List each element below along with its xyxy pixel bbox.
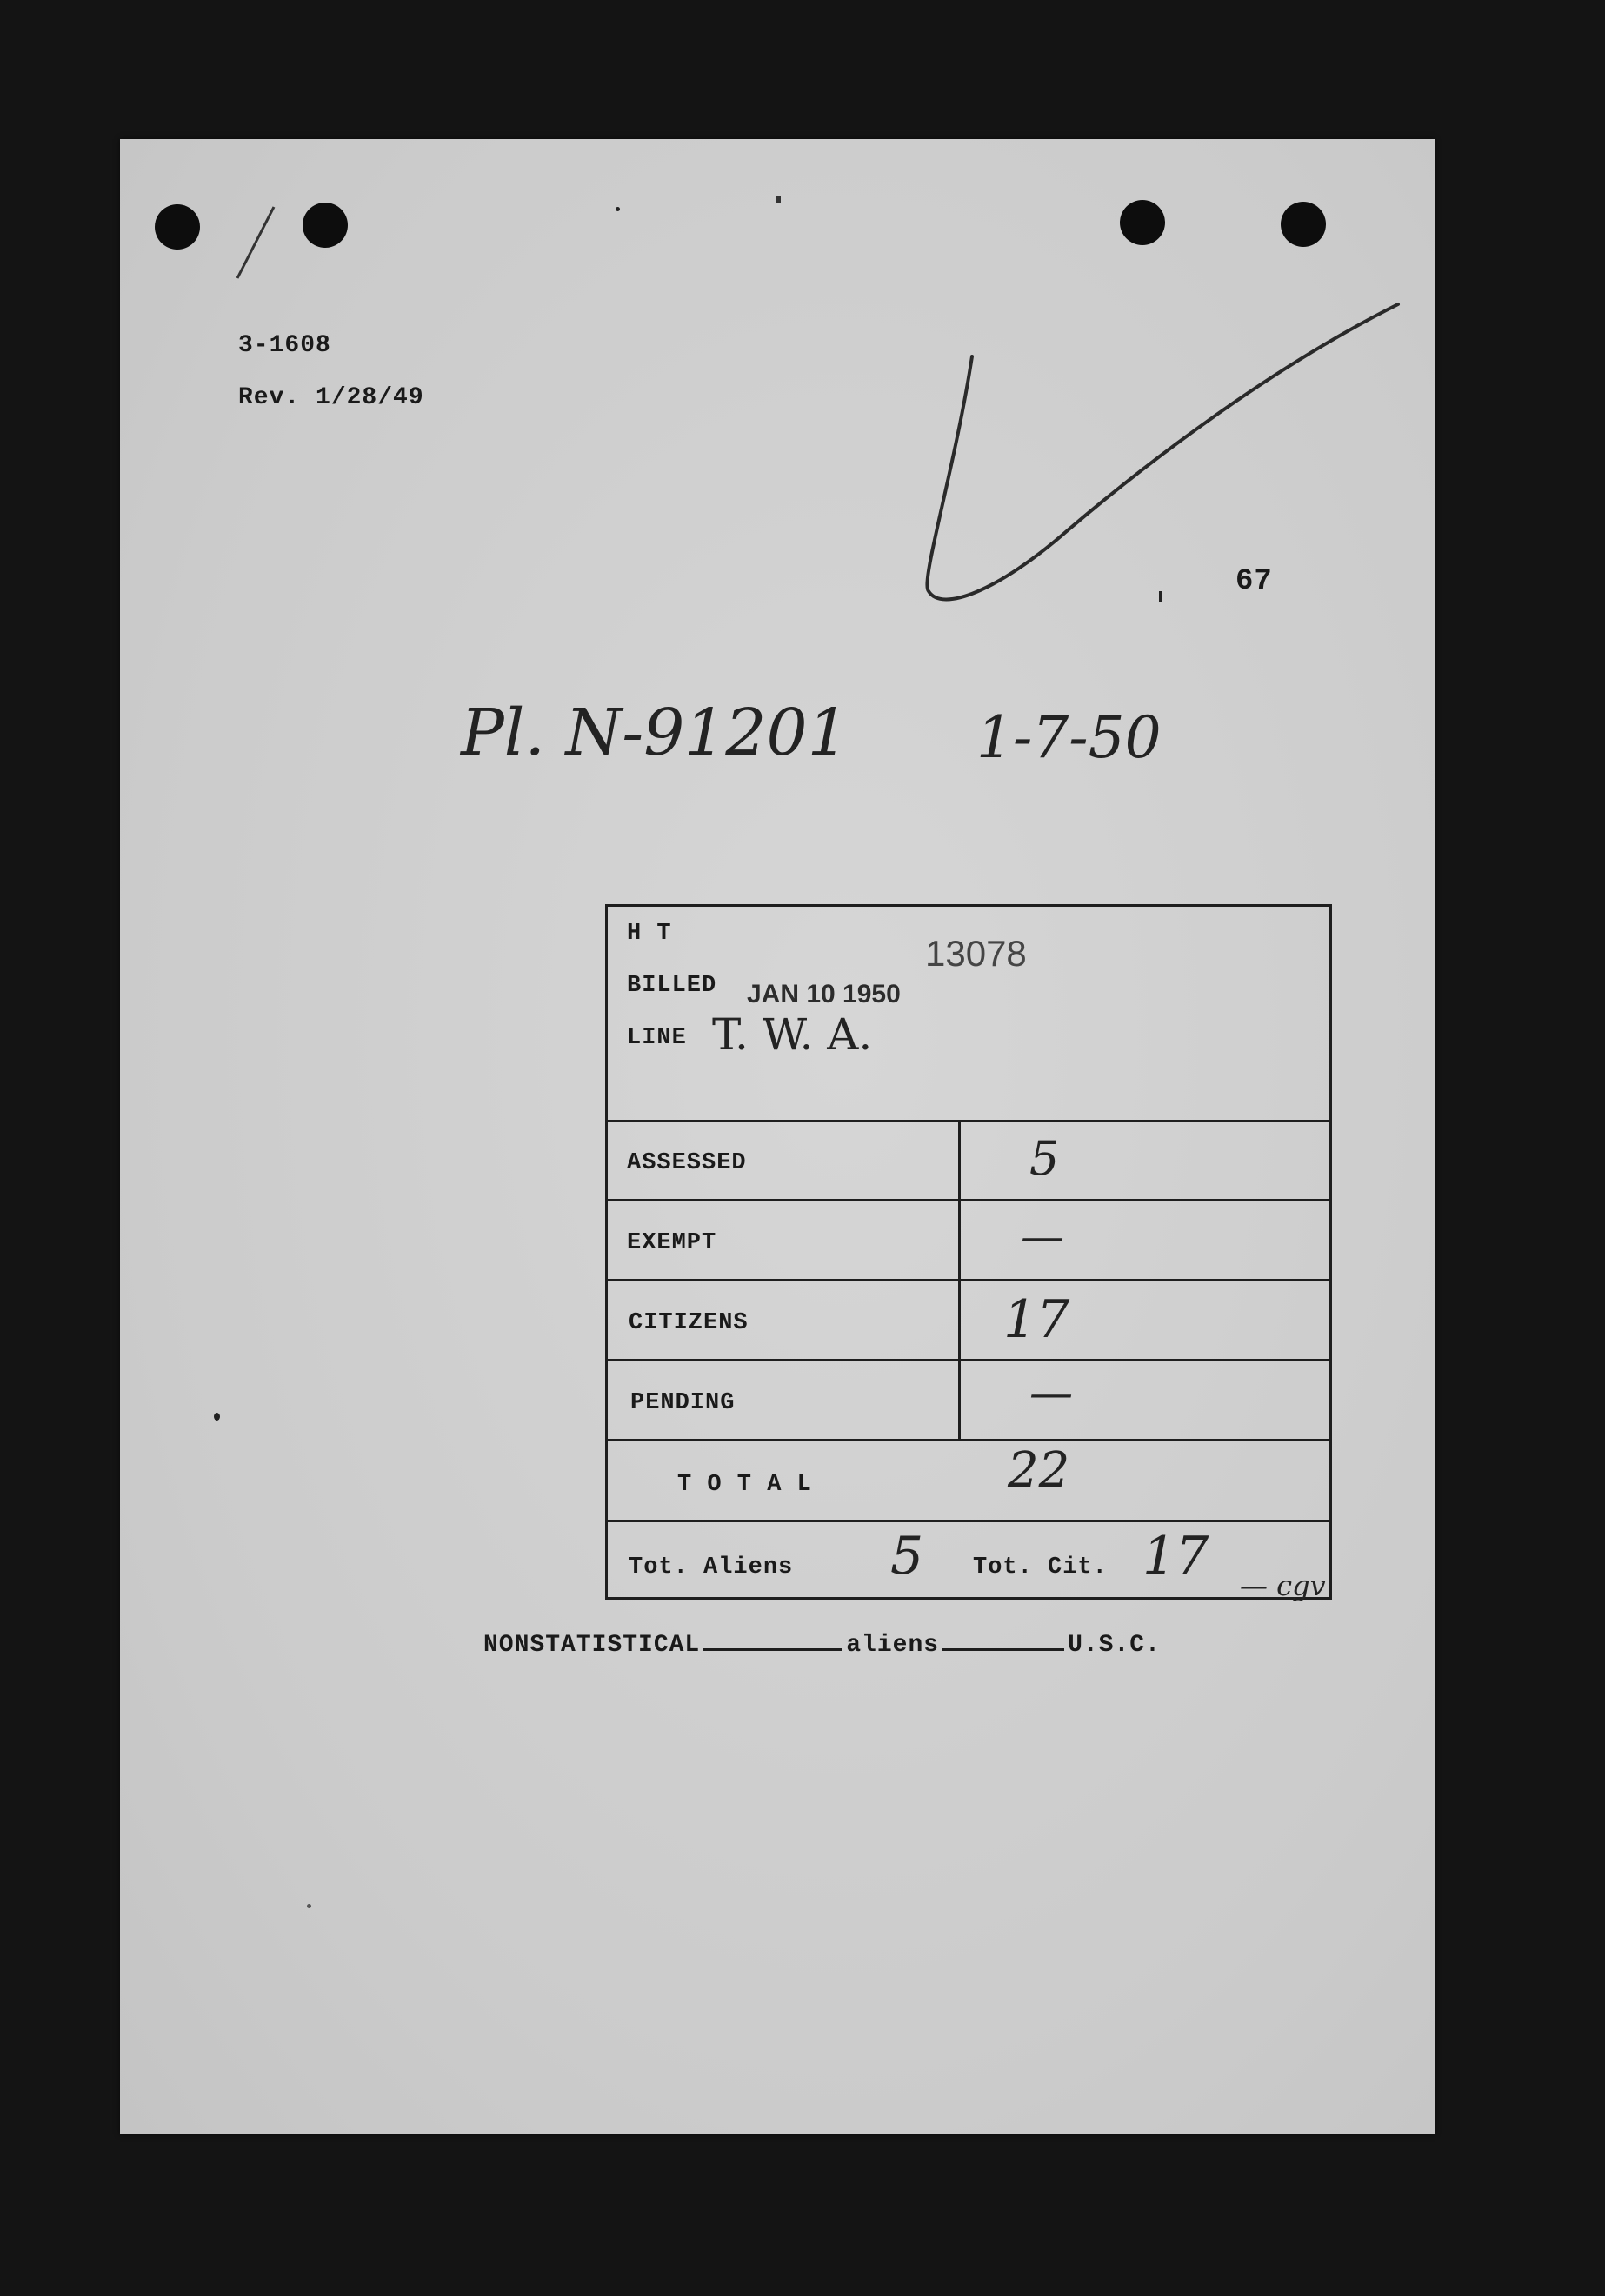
assessed-label: ASSESSED [627,1150,747,1176]
rule-pending-bottom [608,1439,1329,1441]
billed-date-stamp: JAN 10 1950 [747,980,901,1008]
rule-header-bottom [608,1120,1329,1122]
usc-label: U.S.C. [1068,1632,1161,1659]
rule-citizens-bottom [608,1359,1329,1361]
rule-assessed-bottom [608,1199,1329,1201]
nonstatistical-aliens-blank [703,1627,842,1651]
punch-hole-left-2 [303,203,348,248]
pending-value: — [1029,1368,1073,1418]
billed-label: BILLED [627,973,717,999]
rule-exempt-bottom [608,1279,1329,1281]
punch-hole-right-2 [1281,202,1326,247]
speck-3 [1159,591,1162,602]
line-label: LINE [627,1025,687,1051]
total-value: 22 [1008,1442,1070,1499]
speck-4 [616,207,620,211]
speck-5 [776,196,781,203]
billing-form-box [605,904,1332,1600]
nonstatistical-label: NONSTATISTICAL [483,1632,701,1659]
punch-hole-right-1 [1120,200,1165,245]
pencil-slash-mark [220,200,290,287]
page-number: 67 [1235,565,1273,598]
tot-cit-label: Tot. Cit. [973,1554,1108,1581]
exempt-value: — [1021,1211,1064,1261]
total-label: T O T A L [677,1472,812,1498]
punch-hole-left-1 [155,204,200,250]
aliens-label: aliens [846,1632,940,1659]
assessed-value: 5 [1029,1131,1060,1186]
date-handwritten: 1-7-50 [976,704,1162,771]
rule-total-bottom [608,1520,1329,1522]
speck-2 [307,1904,311,1908]
serial-stamp: 13078 [925,933,1027,974]
ht-label: H T [627,921,672,947]
nonstatistical-line [483,1627,1161,1659]
exempt-label: EXEMPT [627,1230,717,1256]
form-revision: Rev. 1/28/49 [238,384,424,411]
tot-aliens-label: Tot. Aliens [629,1554,794,1581]
check-mark-icon [929,296,1415,582]
document-page [120,139,1435,2134]
line-value-handwritten: T. W. A. [712,1009,873,1060]
citizens-value: 17 [1003,1289,1070,1350]
form-number: 3-1608 [238,332,331,359]
pending-label: PENDING [630,1390,736,1416]
tot-cit-value: 17 [1142,1526,1209,1587]
nonstatistical-usc-blank [942,1627,1064,1651]
column-divider [958,1120,961,1439]
tot-aliens-value: 5 [890,1526,924,1587]
file-number-handwritten: Pl. N-91201 [461,695,849,770]
initials-handwritten: — cgv [1240,1569,1326,1602]
speck-1 [214,1413,220,1421]
citizens-label: CITIZENS [629,1310,749,1336]
